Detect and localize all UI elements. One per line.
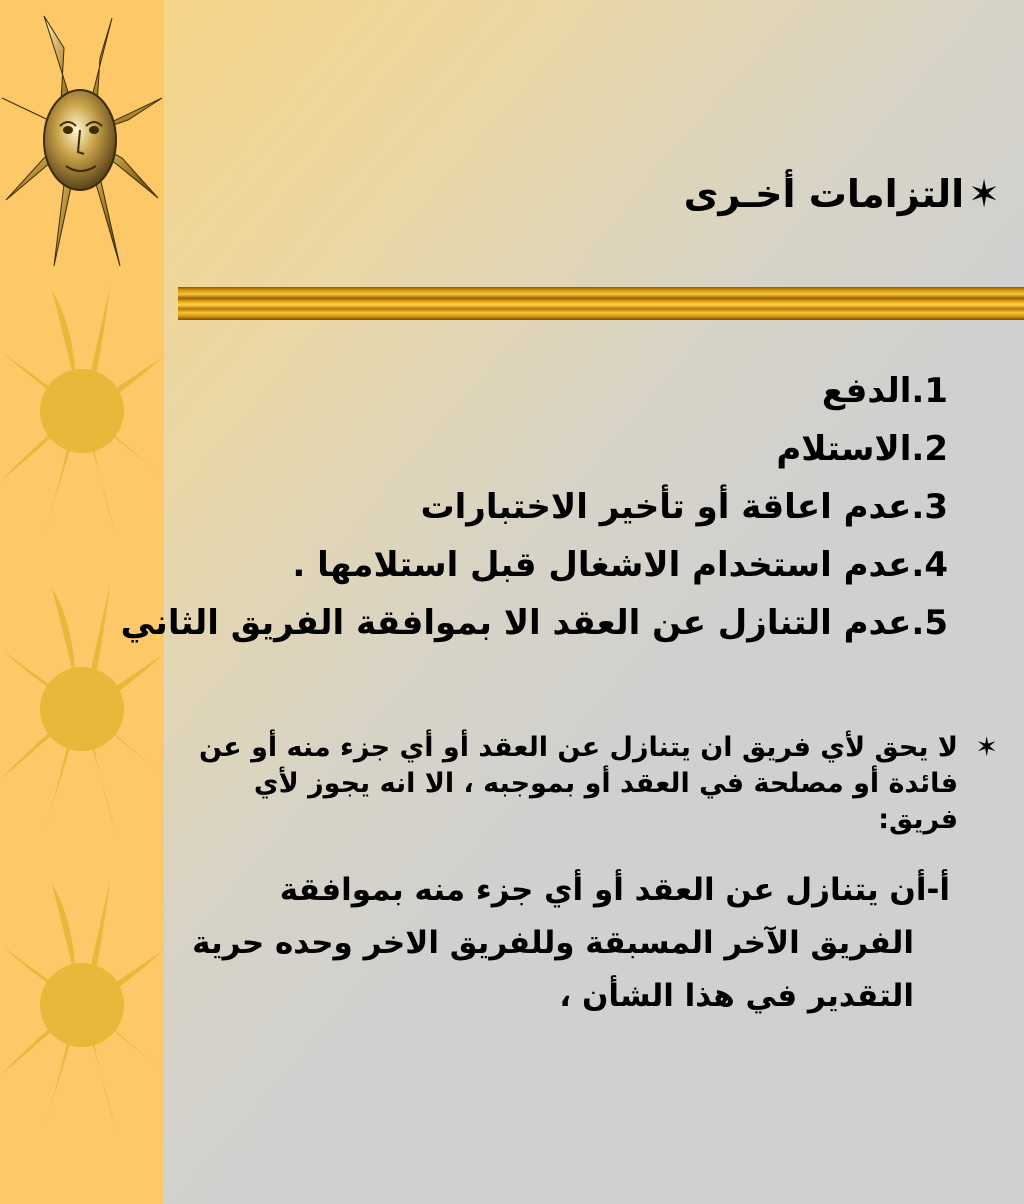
- list-item-number: 3.: [911, 487, 948, 527]
- subitem-label: أ-: [926, 872, 950, 908]
- list-item: [188, 420, 948, 478]
- list-item-text: عدم اعاقة أو تأخير الاختبارات: [420, 487, 912, 527]
- list-item-text: الدفع: [821, 371, 912, 411]
- clause-text: لا يحق لأي فريق ان يتنازل عن العقد أو أي جزء منه أو عن فائدة أو مصلحة في العقد أو بموجبه ، الا انه يجوز لأي فريق:: [198, 732, 958, 835]
- subitem-first-line: أن يتنازل عن العقد أو أي جزء منه بموافقة: [279, 872, 927, 908]
- list-item-number: 1.: [911, 371, 948, 411]
- sun-icon: [0, 880, 164, 1130]
- list-item-text: الاستلام: [776, 429, 912, 469]
- list-item-number: 4.: [911, 545, 948, 585]
- star-bullet-icon: ✶: [975, 732, 998, 763]
- list-item-text: عدم استخدام الاشغال قبل استلامها .: [292, 545, 912, 585]
- slide-title: [500, 172, 1000, 218]
- sun-icon: [0, 286, 164, 536]
- list-item-text: عدم التنازل عن العقد الا بموافقة الفريق الثاني: [120, 603, 912, 643]
- clause-subitem: [190, 864, 950, 1023]
- list-item: [188, 362, 948, 420]
- assignment-clause: [168, 730, 998, 838]
- list-item: [188, 478, 948, 536]
- list-item-number: 5.: [911, 603, 948, 643]
- gold-divider-bar: [178, 287, 1024, 320]
- list-item-number: 2.: [911, 429, 948, 469]
- title-text: التزامات أخـرى: [683, 172, 965, 216]
- subitem-continuation: الفريق الآخر المسبقة وللفريق الاخر وحده حرية التقدير في هذا الشأن ،: [192, 925, 914, 1014]
- star-bullet-icon: ✶: [968, 172, 1000, 216]
- list-item: [120, 594, 948, 652]
- obligations-list: [120, 362, 948, 652]
- sun-face-icon: [0, 8, 164, 270]
- list-item: [188, 536, 948, 594]
